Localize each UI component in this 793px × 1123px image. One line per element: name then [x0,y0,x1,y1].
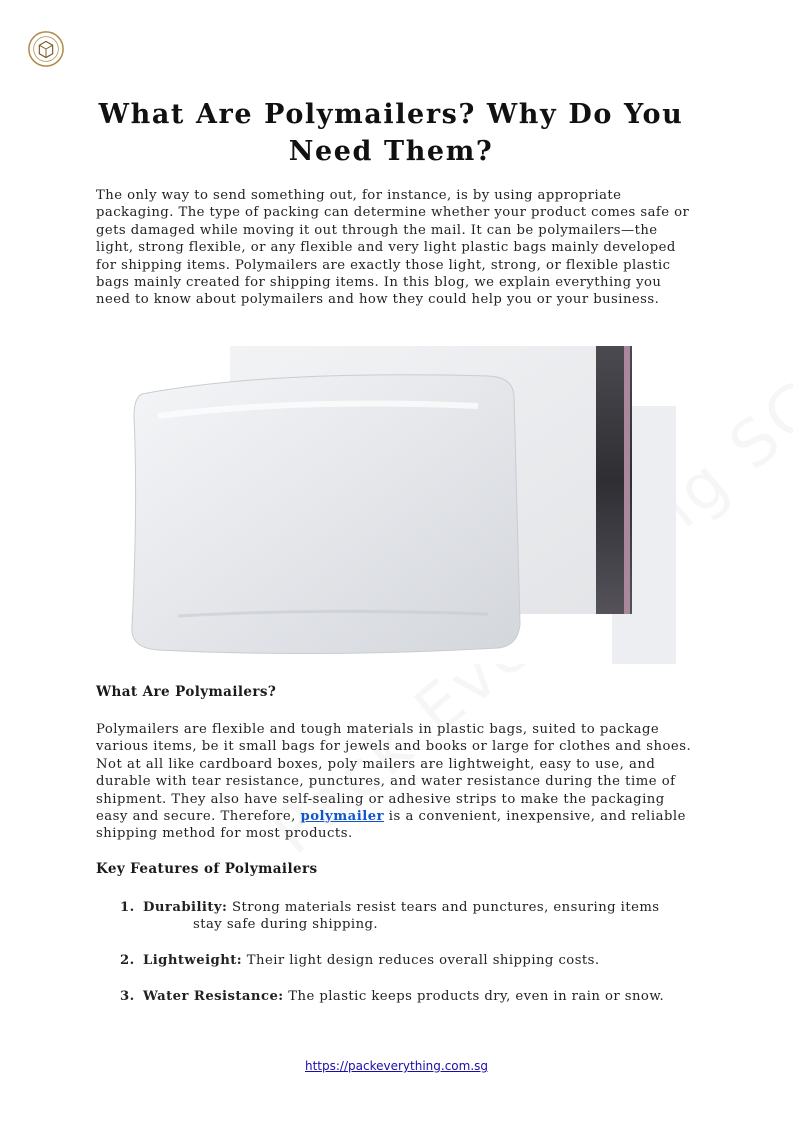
list-number: 2. [120,953,135,968]
polymailer-photo [118,346,676,664]
list-item [120,952,690,969]
section-heading-what-are-polymailers: What Are Polymailers? [96,684,277,700]
list-item [120,899,690,934]
list-number: 1. [120,900,135,915]
feature-text: The plastic keeps products dry, even in rain or snow. [283,989,665,1004]
feature-label: Water Resistance: [143,989,284,1004]
paragraph-text: is a convenient, inexpensive, and reliable shipping method for most products. [96,809,686,842]
feature-text: Their light design reduces overall shipping costs. [242,953,600,968]
list-item [120,988,690,1005]
polymailer-link[interactable]: polymailer [300,809,385,825]
section-heading-key-features: Key Features of Polymailers [96,861,318,877]
brand-logo [27,30,65,68]
footer [0,1059,793,1073]
feature-text: Strong materials resist tears and punctures, ensuring items [227,900,660,915]
footer-website-link[interactable]: https://packeverything.com.sg [305,1059,488,1073]
page-title: What Are Polymailers? Why Do You Need Them? [98,99,684,167]
feature-text-continued: stay safe during shipping. [193,917,379,933]
list-number: 3. [120,989,135,1004]
feature-label: Lightweight: [143,953,243,968]
feature-label: Durability: [143,900,228,915]
paragraph-text: Polymailers are flexible and tough materials in plastic bags, suited to package various items, be it small bags for jewels and books or large for clothes and shoes. Not at all like cardboard boxes, poly mailers are lightweight, easy to use, and durable with tear resistance, punctures, and water resistance during the time of shipment. They also have self-sealing or adhesive strips to make the packaging easy and secure. Therefore, [96,722,692,825]
section-paragraph [96,721,696,843]
intro-paragraph: The only way to send something out, for instance, is by using appropriate packaging. The type of packing can determine whether your product comes safe or gets damaged while moving it out through the mail. It can be polymailers—the light, strong flexible, or any flexible and very light plastic bags mainly developed for shipping items. Polymailers are exactly those light, strong, or flexible plastic bags mainly created for shipping items. In this blog, we explain everything you need to know about polymailers and how they could help you or your business. [96,188,690,308]
